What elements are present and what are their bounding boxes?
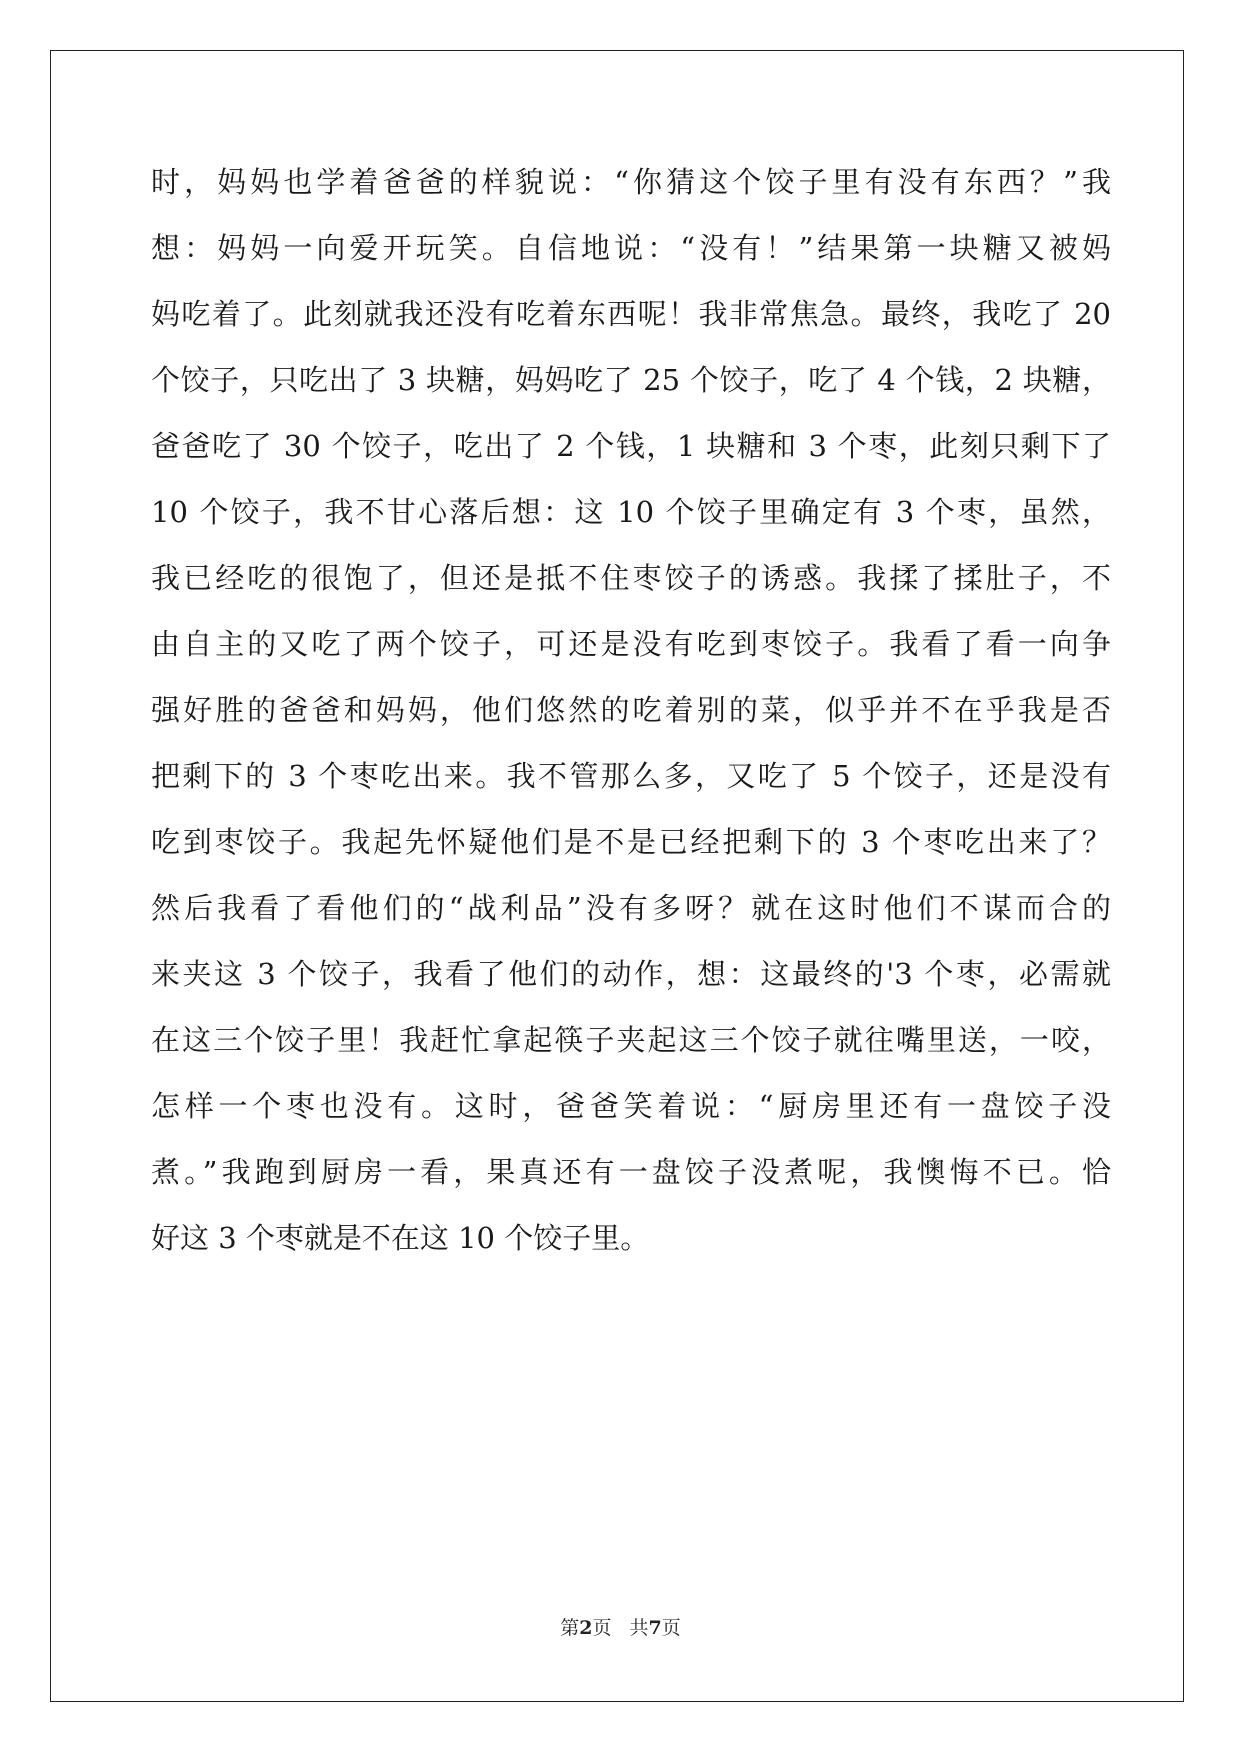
text-line: 10 个饺子，我不甘心落后想：这 10 个饺子里确定有 3 个枣，虽然， xyxy=(151,495,1111,529)
text-line: 我已经吃的很饱了，但还是抵不住枣饺子的诱惑。我揉了揉肚子，不 xyxy=(151,561,1111,595)
total-page-number: 7 xyxy=(648,1617,662,1639)
current-page-number: 2 xyxy=(579,1617,593,1639)
page-footer xyxy=(0,1613,1241,1640)
text-line: 爸爸吃了 30 个饺子，吃出了 2 个钱，1 块糖和 3 个枣，此刻只剩下了 xyxy=(151,429,1111,463)
text-line: 个饺子，只吃出了 3 块糖，妈妈吃了 25 个饺子，吃了 4 个钱，2 块糖， xyxy=(151,363,1111,397)
total-pages-suffix: 页 xyxy=(661,1617,681,1639)
text-line: 妈吃着了。此刻就我还没有吃着东西呢！我非常焦急。最终，我吃了 20 xyxy=(151,297,1111,331)
total-pages-prefix: 共 xyxy=(629,1617,649,1639)
body-text xyxy=(151,162,1111,1284)
text-line: 强好胜的爸爸和妈妈，他们悠然的吃着别的菜，似乎并不在乎我是否 xyxy=(151,693,1111,727)
text-line: 把剩下的 3 个枣吃出来。我不管那么多，又吃了 5 个饺子，还是没有 xyxy=(151,759,1111,793)
text-line: 煮。”我跑到厨房一看，果真还有一盘饺子没煮呢，我懊悔不已。恰 xyxy=(151,1155,1111,1189)
text-line: 怎样一个枣也没有。这时，爸爸笑着说：“厨房里还有一盘饺子没 xyxy=(151,1089,1111,1123)
text-line: 吃到枣饺子。我起先怀疑他们是不是已经把剩下的 3 个枣吃出来了？ xyxy=(151,825,1111,859)
text-line: 想：妈妈一向爱开玩笑。自信地说：“没有！”结果第一块糖又被妈 xyxy=(151,231,1111,265)
page-number-suffix: 页 xyxy=(592,1617,612,1639)
page-number-prefix: 第 xyxy=(560,1617,580,1639)
text-line: 由自主的又吃了两个饺子，可还是没有吃到枣饺子。我看了看一向争 xyxy=(151,627,1111,661)
text-line: 在这三个饺子里！我赶忙拿起筷子夹起这三个饺子就往嘴里送，一咬， xyxy=(151,1023,1111,1057)
text-line: 好这 3 个枣就是不在这 10 个饺子里。 xyxy=(151,1221,650,1255)
text-line: 然后我看了看他们的“战利品”没有多呀？就在这时他们不谋而合的 xyxy=(151,891,1111,925)
text-line: 时，妈妈也学着爸爸的样貌说：“你猜这个饺子里有没有东西？”我 xyxy=(151,165,1111,199)
text-line: 来夹这 3 个饺子，我看了他们的动作，想：这最终的'3 个枣，必需就 xyxy=(151,957,1111,991)
